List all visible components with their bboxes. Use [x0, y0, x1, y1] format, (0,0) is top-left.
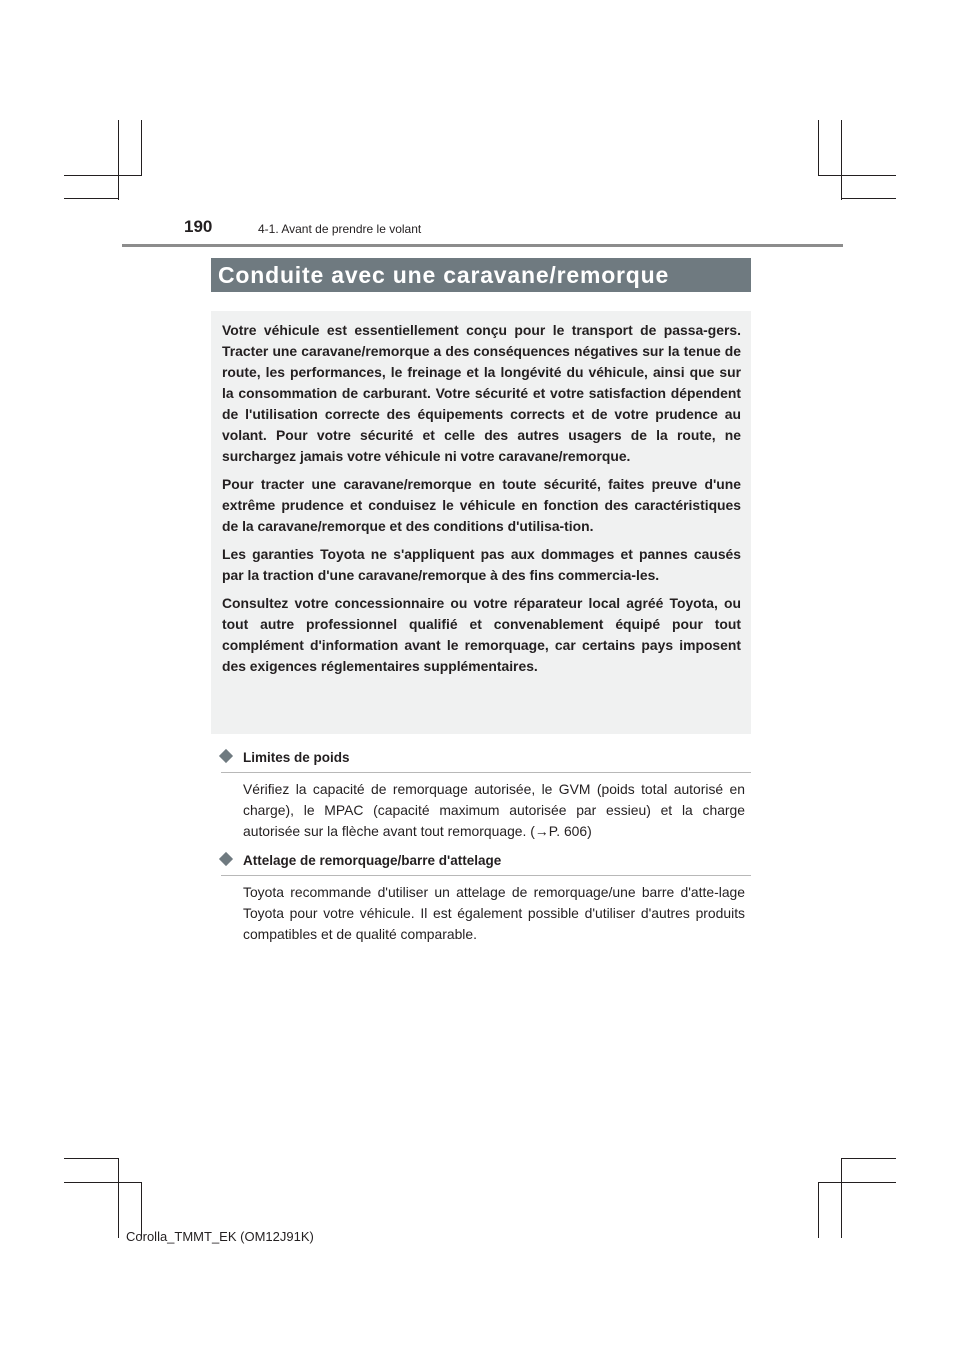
header-rule: [122, 244, 843, 247]
crop-mark: [118, 1158, 119, 1238]
intro-paragraph: Pour tracter une caravane/remorque en toute sécurité, faites preuve d'une extrême prudence et conduisez le véhicule en fonction des caractéristiques de la caravane/remorque et des conditions d'utilisa-tion.: [222, 476, 741, 534]
footer-label: Corolla_TMMT_EK (OM12J91K): [126, 1229, 314, 1244]
crop-mark: [141, 120, 142, 175]
diamond-bullet-icon: [219, 749, 233, 763]
section-heading-label: Limites de poids: [243, 750, 350, 765]
crop-mark: [818, 120, 819, 175]
crop-mark: [64, 1182, 142, 1183]
section-heading: [221, 749, 751, 773]
section-heading-label: Attelage de remorquage/barre d'attelage: [243, 853, 502, 868]
section-text: Toyota recommande d'utiliser un attelage de remorquage/une barre d'atte-lage Toyota pour votre véhicule. Il est également possible d'utiliser d'autres produits compatibles et de qualité comparable.: [243, 884, 745, 942]
crop-mark: [64, 175, 142, 176]
crop-mark: [64, 1158, 119, 1159]
intro-box: [211, 311, 751, 734]
section-text: Vérifiez la capacité de remorquage autorisée, le GVM (poids total autorisé en charge), le MPAC (capacité maximum autorisée par essieu) et la charge autorisée sur la flèche avant tout remorquage. (→P. 606): [243, 781, 745, 839]
intro-paragraph: Les garanties Toyota ne s'appliquent pas aux dommages et pannes causés par la traction d'une caravane/remorque à des fins commercia-les.: [222, 546, 741, 583]
crop-mark: [818, 1182, 896, 1183]
crop-mark: [818, 1182, 819, 1238]
crop-mark: [841, 198, 896, 199]
intro-paragraph: Consultez votre concessionnaire ou votre réparateur local agréé Toyota, ou tout autre professionnel qualifié et convenablement équipé pour tout complément d'information avant le remorquage, car certains pays imposent des exigences réglementaires supplémentaires.: [222, 595, 741, 674]
crop-mark: [64, 198, 119, 199]
section-heading: [221, 852, 751, 876]
section-reference: 4-1. Avant de prendre le volant: [258, 222, 422, 236]
crop-mark: [818, 175, 896, 176]
crop-mark: [841, 120, 842, 200]
diamond-bullet-icon: [219, 852, 233, 866]
page-number: 190: [184, 217, 213, 236]
page-title: Conduite avec une caravane/remorque: [211, 258, 751, 292]
crop-mark: [118, 120, 119, 200]
crop-mark: [841, 1158, 842, 1238]
crop-mark: [841, 1158, 896, 1159]
intro-paragraph: Votre véhicule est essentiellement conçu pour le transport de passa-gers. Tracter une caravane/remorque a des conséquences négatives sur la tenue de route, les performances, le freinage et la longévité du véhicule, ainsi que sur la consommation de carburant. Votre sécurité et votre satisfaction dépendent de l'utilisation correcte des équipements corrects et de votre prudence au volant. Pour votre sécurité et celle des autres usagers de la route, ne surchargez jamais votre véhicule ni votre caravane/remorque.: [222, 322, 741, 464]
